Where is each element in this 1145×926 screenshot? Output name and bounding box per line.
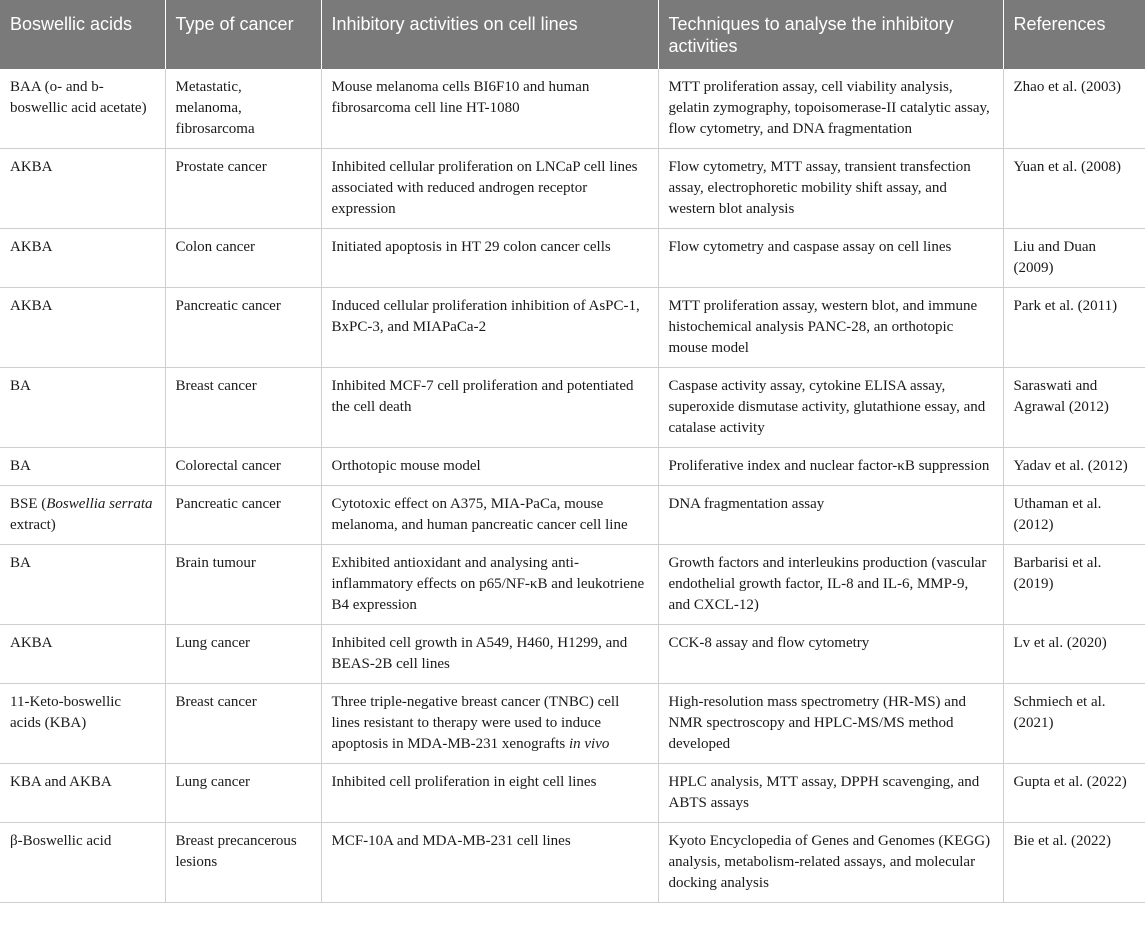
- cell-activity: MCF-10A and MDA-MB-231 cell lines: [321, 823, 658, 903]
- cell-activity: Inhibited MCF-7 cell proliferation and potentiated the cell death: [321, 368, 658, 448]
- cell-acid: AKBA: [0, 229, 165, 288]
- table-row: [0, 823, 1145, 903]
- cell-reference: Gupta et al. (2022): [1003, 764, 1145, 823]
- cell-cancer: Lung cancer: [165, 764, 321, 823]
- cell-cancer: Lung cancer: [165, 625, 321, 684]
- header-type-of-cancer: Type of cancer: [165, 0, 321, 69]
- table-row: [0, 486, 1145, 545]
- cell-cancer: Breast cancer: [165, 368, 321, 448]
- cell-reference: Yadav et al. (2012): [1003, 448, 1145, 486]
- cell-cancer: Pancreatic cancer: [165, 486, 321, 545]
- cell-technique: Flow cytometry, MTT assay, transient transfection assay, electrophoretic mobility shift assay, and western blot analysis: [658, 149, 1003, 229]
- cell-activity: Cytotoxic effect on A375, MIA-PaCa, mouse melanoma, and human pancreatic cancer cell line: [321, 486, 658, 545]
- cell-technique: MTT proliferation assay, western blot, and immune histochemical analysis PANC-28, an orthotopic mouse model: [658, 288, 1003, 368]
- table-body: [0, 69, 1145, 903]
- cell-reference: Liu and Duan (2009): [1003, 229, 1145, 288]
- cell-reference: Park et al. (2011): [1003, 288, 1145, 368]
- table-row: [0, 684, 1145, 764]
- cell-cancer: Metastatic, melanoma, fibrosarcoma: [165, 69, 321, 149]
- activity-text: Three triple-negative breast cancer (TNBC) cell lines resistant to therapy were used to induce apoptosis in MDA-MB-231 xenografts: [331, 694, 620, 752]
- cell-cancer: Colon cancer: [165, 229, 321, 288]
- header-techniques: Techniques to analyse the inhibitory activities: [658, 0, 1003, 69]
- cell-acid: AKBA: [0, 149, 165, 229]
- cell-technique: Caspase activity assay, cytokine ELISA assay, superoxide dismutase activity, glutathione essay, and catalase activity: [658, 368, 1003, 448]
- cell-technique: MTT proliferation assay, cell viability analysis, gelatin zymography, topoisomerase-II catalytic assay, flow cytometry, and DNA fragmentation: [658, 69, 1003, 149]
- cell-reference: Bie et al. (2022): [1003, 823, 1145, 903]
- cell-cancer: Prostate cancer: [165, 149, 321, 229]
- table-row: [0, 545, 1145, 625]
- cell-reference: Lv et al. (2020): [1003, 625, 1145, 684]
- table-row: [0, 288, 1145, 368]
- table-row: [0, 229, 1145, 288]
- table-row: [0, 448, 1145, 486]
- table-row: [0, 764, 1145, 823]
- cell-acid: BAA (o- and b-boswellic acid acetate): [0, 69, 165, 149]
- cell-acid: BA: [0, 368, 165, 448]
- cell-acid: KBA and AKBA: [0, 764, 165, 823]
- cell-activity: Inhibited cellular proliferation on LNCaP cell lines associated with reduced androgen receptor expression: [321, 149, 658, 229]
- cell-activity: Exhibited antioxidant and analysing anti-inflammatory effects on p65/NF-κB and leukotriene B4 expression: [321, 545, 658, 625]
- cell-cancer: Pancreatic cancer: [165, 288, 321, 368]
- cell-reference: Barbarisi et al. (2019): [1003, 545, 1145, 625]
- acid-prefix: BSE (: [10, 496, 47, 512]
- cell-technique: Proliferative index and nuclear factor-κB suppression: [658, 448, 1003, 486]
- cell-activity: Initiated apoptosis in HT 29 colon cancer cells: [321, 229, 658, 288]
- cell-acid: AKBA: [0, 288, 165, 368]
- cell-cancer: Colorectal cancer: [165, 448, 321, 486]
- cell-technique: Flow cytometry and caspase assay on cell lines: [658, 229, 1003, 288]
- cell-activity: Inhibited cell proliferation in eight cell lines: [321, 764, 658, 823]
- cell-reference: Schmiech et al. (2021): [1003, 684, 1145, 764]
- cell-reference: Uthaman et al. (2012): [1003, 486, 1145, 545]
- activity-italic-in-vivo: in vivo: [568, 736, 610, 752]
- cell-reference: Yuan et al. (2008): [1003, 149, 1145, 229]
- table-header: [0, 0, 1145, 69]
- cell-activity: Orthotopic mouse model: [321, 448, 658, 486]
- cell-acid: [0, 486, 165, 545]
- cell-acid: 11-Keto-boswellic acids (KBA): [0, 684, 165, 764]
- cell-activity: Induced cellular proliferation inhibition of AsPC-1, BxPC-3, and MIAPaCa-2: [321, 288, 658, 368]
- cell-acid: BA: [0, 448, 165, 486]
- cell-technique: DNA fragmentation assay: [658, 486, 1003, 545]
- table-row: [0, 625, 1145, 684]
- cell-activity: Mouse melanoma cells BI6F10 and human fibrosarcoma cell line HT-1080: [321, 69, 658, 149]
- cell-reference: Saraswati and Agrawal (2012): [1003, 368, 1145, 448]
- cell-cancer: Breast cancer: [165, 684, 321, 764]
- header-boswellic-acids: Boswellic acids: [0, 0, 165, 69]
- cell-acid: BA: [0, 545, 165, 625]
- cell-technique: Kyoto Encyclopedia of Genes and Genomes (KEGG) analysis, metabolism-related assays, and molecular docking analysis: [658, 823, 1003, 903]
- header-inhibitory-activities: Inhibitory activities on cell lines: [321, 0, 658, 69]
- table-row: [0, 149, 1145, 229]
- header-row: [0, 0, 1145, 69]
- table-row: [0, 368, 1145, 448]
- cell-cancer: Breast precancerous lesions: [165, 823, 321, 903]
- cell-acid: β-Boswellic acid: [0, 823, 165, 903]
- acid-suffix: extract): [10, 517, 56, 533]
- cell-reference: Zhao et al. (2003): [1013, 79, 1121, 95]
- cell-technique: HPLC analysis, MTT assay, DPPH scavenging, and ABTS assays: [658, 764, 1003, 823]
- header-references: References: [1003, 0, 1145, 69]
- table-row: [0, 69, 1145, 149]
- cell-acid: AKBA: [0, 625, 165, 684]
- cell-activity: Inhibited cell growth in A549, H460, H1299, and BEAS-2B cell lines: [321, 625, 658, 684]
- cell-technique: High-resolution mass spectrometry (HR-MS) and NMR spectroscopy and HPLC-MS/MS method developed: [658, 684, 1003, 764]
- cell-cancer: Brain tumour: [165, 545, 321, 625]
- cell-technique: Growth factors and interleukins production (vascular endothelial growth factor, IL-8 and IL-6, MMP-9, and CXCL-12): [658, 545, 1003, 625]
- acid-italic-species: Boswellia serrata: [46, 496, 153, 512]
- cell-activity: [321, 684, 658, 764]
- cell-technique: CCK-8 assay and flow cytometry: [658, 625, 1003, 684]
